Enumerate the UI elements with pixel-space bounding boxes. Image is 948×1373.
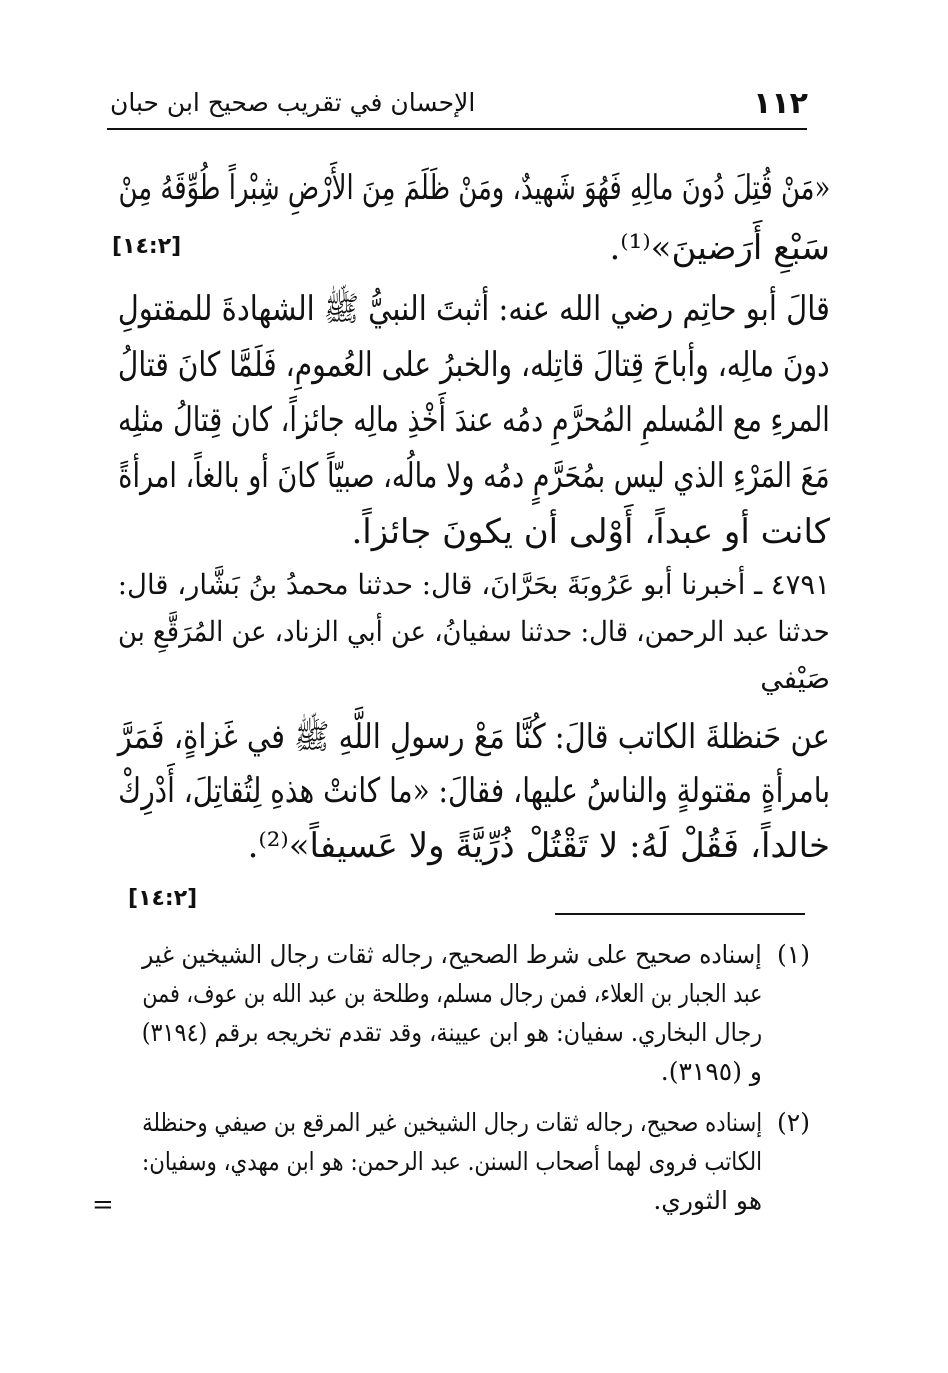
footnote-line: و (٣١٩٥). bbox=[660, 1057, 762, 1086]
hadith-2-reference: [١٤:٢] bbox=[128, 886, 198, 911]
commentary-line: دونَ مالِه، وأباحَ قِتالَ قاتِله، والخبرُ على العُمومِ، فَلَمَّا كانَ قتالُ bbox=[118, 345, 830, 385]
running-title: الإحسان في تقريب صحيح ابن حبان bbox=[110, 88, 476, 117]
footnote-number: (١) bbox=[777, 940, 810, 969]
footnote-line: الكاتب فروى لهما أصحاب السنن. عبد الرحمن: هو ابن مهدي، وسفيان: bbox=[141, 1147, 762, 1176]
hadith-1-line: سَبْعِ أَرَضينَ»⁽¹⁾. bbox=[609, 228, 830, 268]
matn-line: خالداً، فَقُلْ لَهُ: لا تَقْتُلْ ذُرِّيَّةً ولا عَسيفاً»⁽²⁾. bbox=[247, 826, 830, 866]
isnad-line: صَيْفي bbox=[760, 662, 830, 695]
footnote-line: إسناده صحيح على شرط الصحيح، رجاله ثقات رجال الشيخين غير bbox=[142, 940, 762, 969]
commentary-line: قالَ أبو حاتِم رضي الله عنه: أثبتَ النبيُّ ﷺ الشهادةَ للمقتولِ bbox=[117, 289, 830, 329]
footnote-line: رجال البخاري. سفيان: هو ابن عيينة، وقد تقدم تخريجه برقم (٣١٩٤) bbox=[141, 1018, 763, 1047]
commentary-line: كانت أو عبداً، أَوْلى أن يكونَ جائزاً. bbox=[351, 512, 830, 552]
matn-line: بامرأةٍ مقتولةٍ والناسُ عليها، فقالَ: «ما كانتْ هذهِ لِتُقاتِلَ، أَدْرِكْ bbox=[118, 771, 830, 811]
footnote-number: (٢) bbox=[777, 1108, 810, 1137]
hadith-1-reference: [١٤:٢] bbox=[112, 234, 182, 259]
matn-line: عن حَنظلةَ الكاتب قالَ: كُنَّا مَعْ رسولِ اللَّهِ ﷺ في غَزاةٍ، فَمَرَّ bbox=[117, 717, 830, 757]
footnote-line: عبد الجبار بن العلاء، فمن رجال مسلم، وطلحة بن عبد الله بن عوف، فمن bbox=[141, 979, 762, 1008]
hadith-1-line: «مَنْ قُتِلَ دُونَ مالِهِ فَهُوَ شَهيدٌ، ومَنْ ظَلَمَ مِنَ الأَرْضِ شِبْراً طُوِّقَهُ مِنْ bbox=[118, 168, 830, 208]
commentary-line: المرءِ مع المُسلمِ المُحرَّمِ دمُه عندَ أَخْذِ مالِه جائزاً، كان قِتالُ مثلِه bbox=[118, 400, 830, 440]
footnote-line: هو الثوري. bbox=[653, 1186, 762, 1215]
commentary-line: مَعَ المَرْءِ الذي ليس بمُحَرَّمٍ دمُه ولا مالُه، صبيّاً كانَ أو بالغاً، امرأةً bbox=[118, 456, 830, 496]
isnad-line: حدثنا عبد الرحمن، قال: حدثنا سفيانُ، عن أبي الزناد، عن المُرَقَّعِ بن bbox=[118, 615, 830, 648]
page-number: ١١٢ bbox=[753, 86, 808, 121]
footnote-line: إسناده صحيح، رجاله ثقات رجال الشيخين غير المرقع بن صيفي وحنظلة bbox=[141, 1108, 762, 1137]
header-divider bbox=[107, 128, 807, 130]
isnad-line: ٤٧٩١ ـ أخبرنا أبو عَرُوبَةَ بحَرَّانَ، قال: حدثنا محمدُ بنُ بَشَّار، قال: bbox=[117, 568, 830, 601]
footnote-divider bbox=[555, 913, 805, 915]
continuation-mark: = bbox=[92, 1190, 114, 1220]
